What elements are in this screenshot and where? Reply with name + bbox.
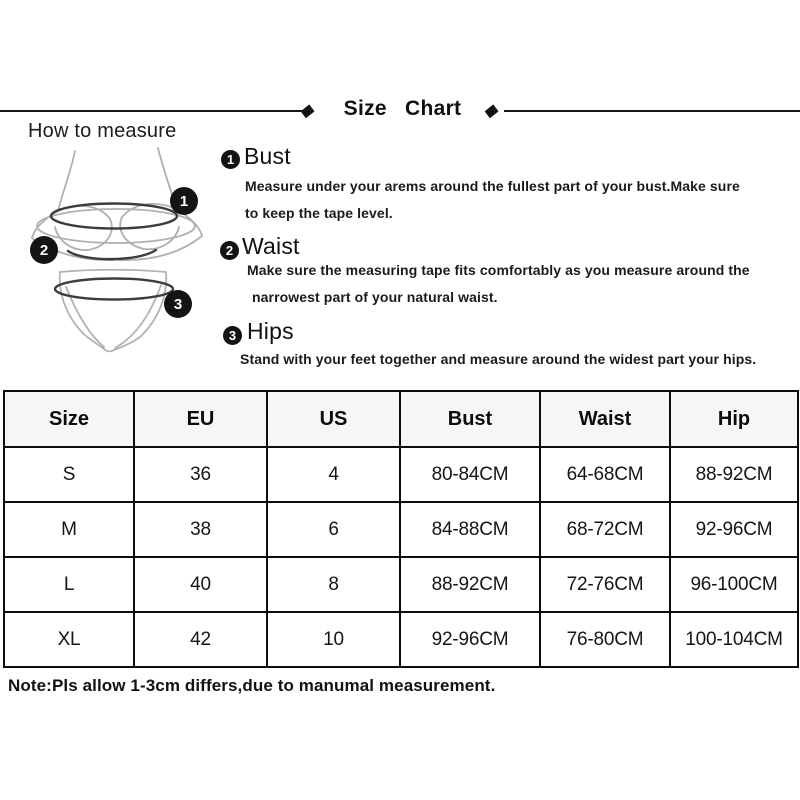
cell-eu: 40	[134, 557, 267, 612]
page-title: Size Chart	[343, 97, 462, 120]
cell-bust: 84-88CM	[400, 502, 540, 557]
cell-hip: 96-100CM	[670, 557, 798, 612]
col-header-us: US	[267, 391, 400, 447]
size-table	[3, 390, 799, 668]
instruction-1-line-2: to keep the tape level.	[245, 205, 393, 221]
size-table-container	[3, 390, 797, 668]
table-row-l	[4, 557, 798, 612]
cell-us: 10	[267, 612, 400, 667]
table-row-m	[4, 502, 798, 557]
table-row-xl	[4, 612, 798, 667]
instruction-3-text	[240, 346, 756, 373]
cell-hip: 88-92CM	[670, 447, 798, 502]
cell-bust: 92-96CM	[400, 612, 540, 667]
cell-size: S	[4, 447, 134, 502]
instruction-3-line-1: Stand with your feet together and measure around the widest part your hips.	[240, 351, 757, 367]
cell-waist: 64-68CM	[540, 447, 670, 502]
cell-waist: 72-76CM	[540, 557, 670, 612]
cell-us: 4	[267, 447, 400, 502]
cell-waist: 76-80CM	[540, 612, 670, 667]
cell-eu: 36	[134, 447, 267, 502]
bikini-measure-illustration	[16, 143, 224, 361]
bust-measure-ellipse	[51, 204, 177, 229]
col-header-waist: Waist	[540, 391, 670, 447]
table-row-s	[4, 447, 798, 502]
cell-waist: 68-72CM	[540, 502, 670, 557]
cell-size: L	[4, 557, 134, 612]
instruction-2-line-2: narrowest part of your natural waist.	[252, 289, 498, 305]
instruction-1-badge: 1	[221, 150, 240, 169]
cell-hip: 92-96CM	[670, 502, 798, 557]
cell-us: 6	[267, 502, 400, 557]
col-header-eu: EU	[134, 391, 267, 447]
instruction-3-badge: 3	[223, 326, 242, 345]
cell-us: 8	[267, 557, 400, 612]
hip-measure-ellipse	[55, 279, 173, 300]
cell-bust: 80-84CM	[400, 447, 540, 502]
instruction-2-badge: 2	[220, 241, 239, 260]
col-header-size: Size	[4, 391, 134, 447]
cell-size: M	[4, 502, 134, 557]
figure-badge-3: 3	[173, 296, 183, 313]
header-rule-left	[0, 110, 303, 112]
table-header-row	[4, 391, 798, 447]
instruction-2-text	[247, 257, 750, 311]
col-header-bust: Bust	[400, 391, 540, 447]
instruction-1-text	[245, 173, 740, 227]
instruction-2-line-1: Make sure the measuring tape fits comfortably as you measure around the	[247, 262, 750, 278]
measurement-lines	[51, 204, 177, 300]
header-rule-right	[504, 110, 800, 112]
figure-badge-2: 2	[39, 242, 49, 259]
cell-hip: 100-104CM	[670, 612, 798, 667]
cell-bust: 88-92CM	[400, 557, 540, 612]
cell-size: XL	[4, 612, 134, 667]
measurement-note: Note:Pls allow 1-3cm differs,due to manumal measurement.	[8, 676, 496, 695]
diamond-icon: ◆	[298, 100, 318, 120]
cell-eu: 42	[134, 612, 267, 667]
figure-badge-1: 1	[179, 193, 189, 210]
instruction-1-line-1: Measure under your arems around the fullest part of your bust.Make sure	[245, 178, 740, 194]
diamond-icon: ◆	[482, 100, 502, 120]
instruction-3-title: Hips	[247, 318, 294, 344]
col-header-hip: Hip	[670, 391, 798, 447]
instruction-2-title: Waist	[242, 233, 300, 259]
how-to-measure-title: How to measure	[28, 120, 177, 142]
cell-eu: 38	[134, 502, 267, 557]
instruction-1-title: Bust	[244, 143, 291, 169]
